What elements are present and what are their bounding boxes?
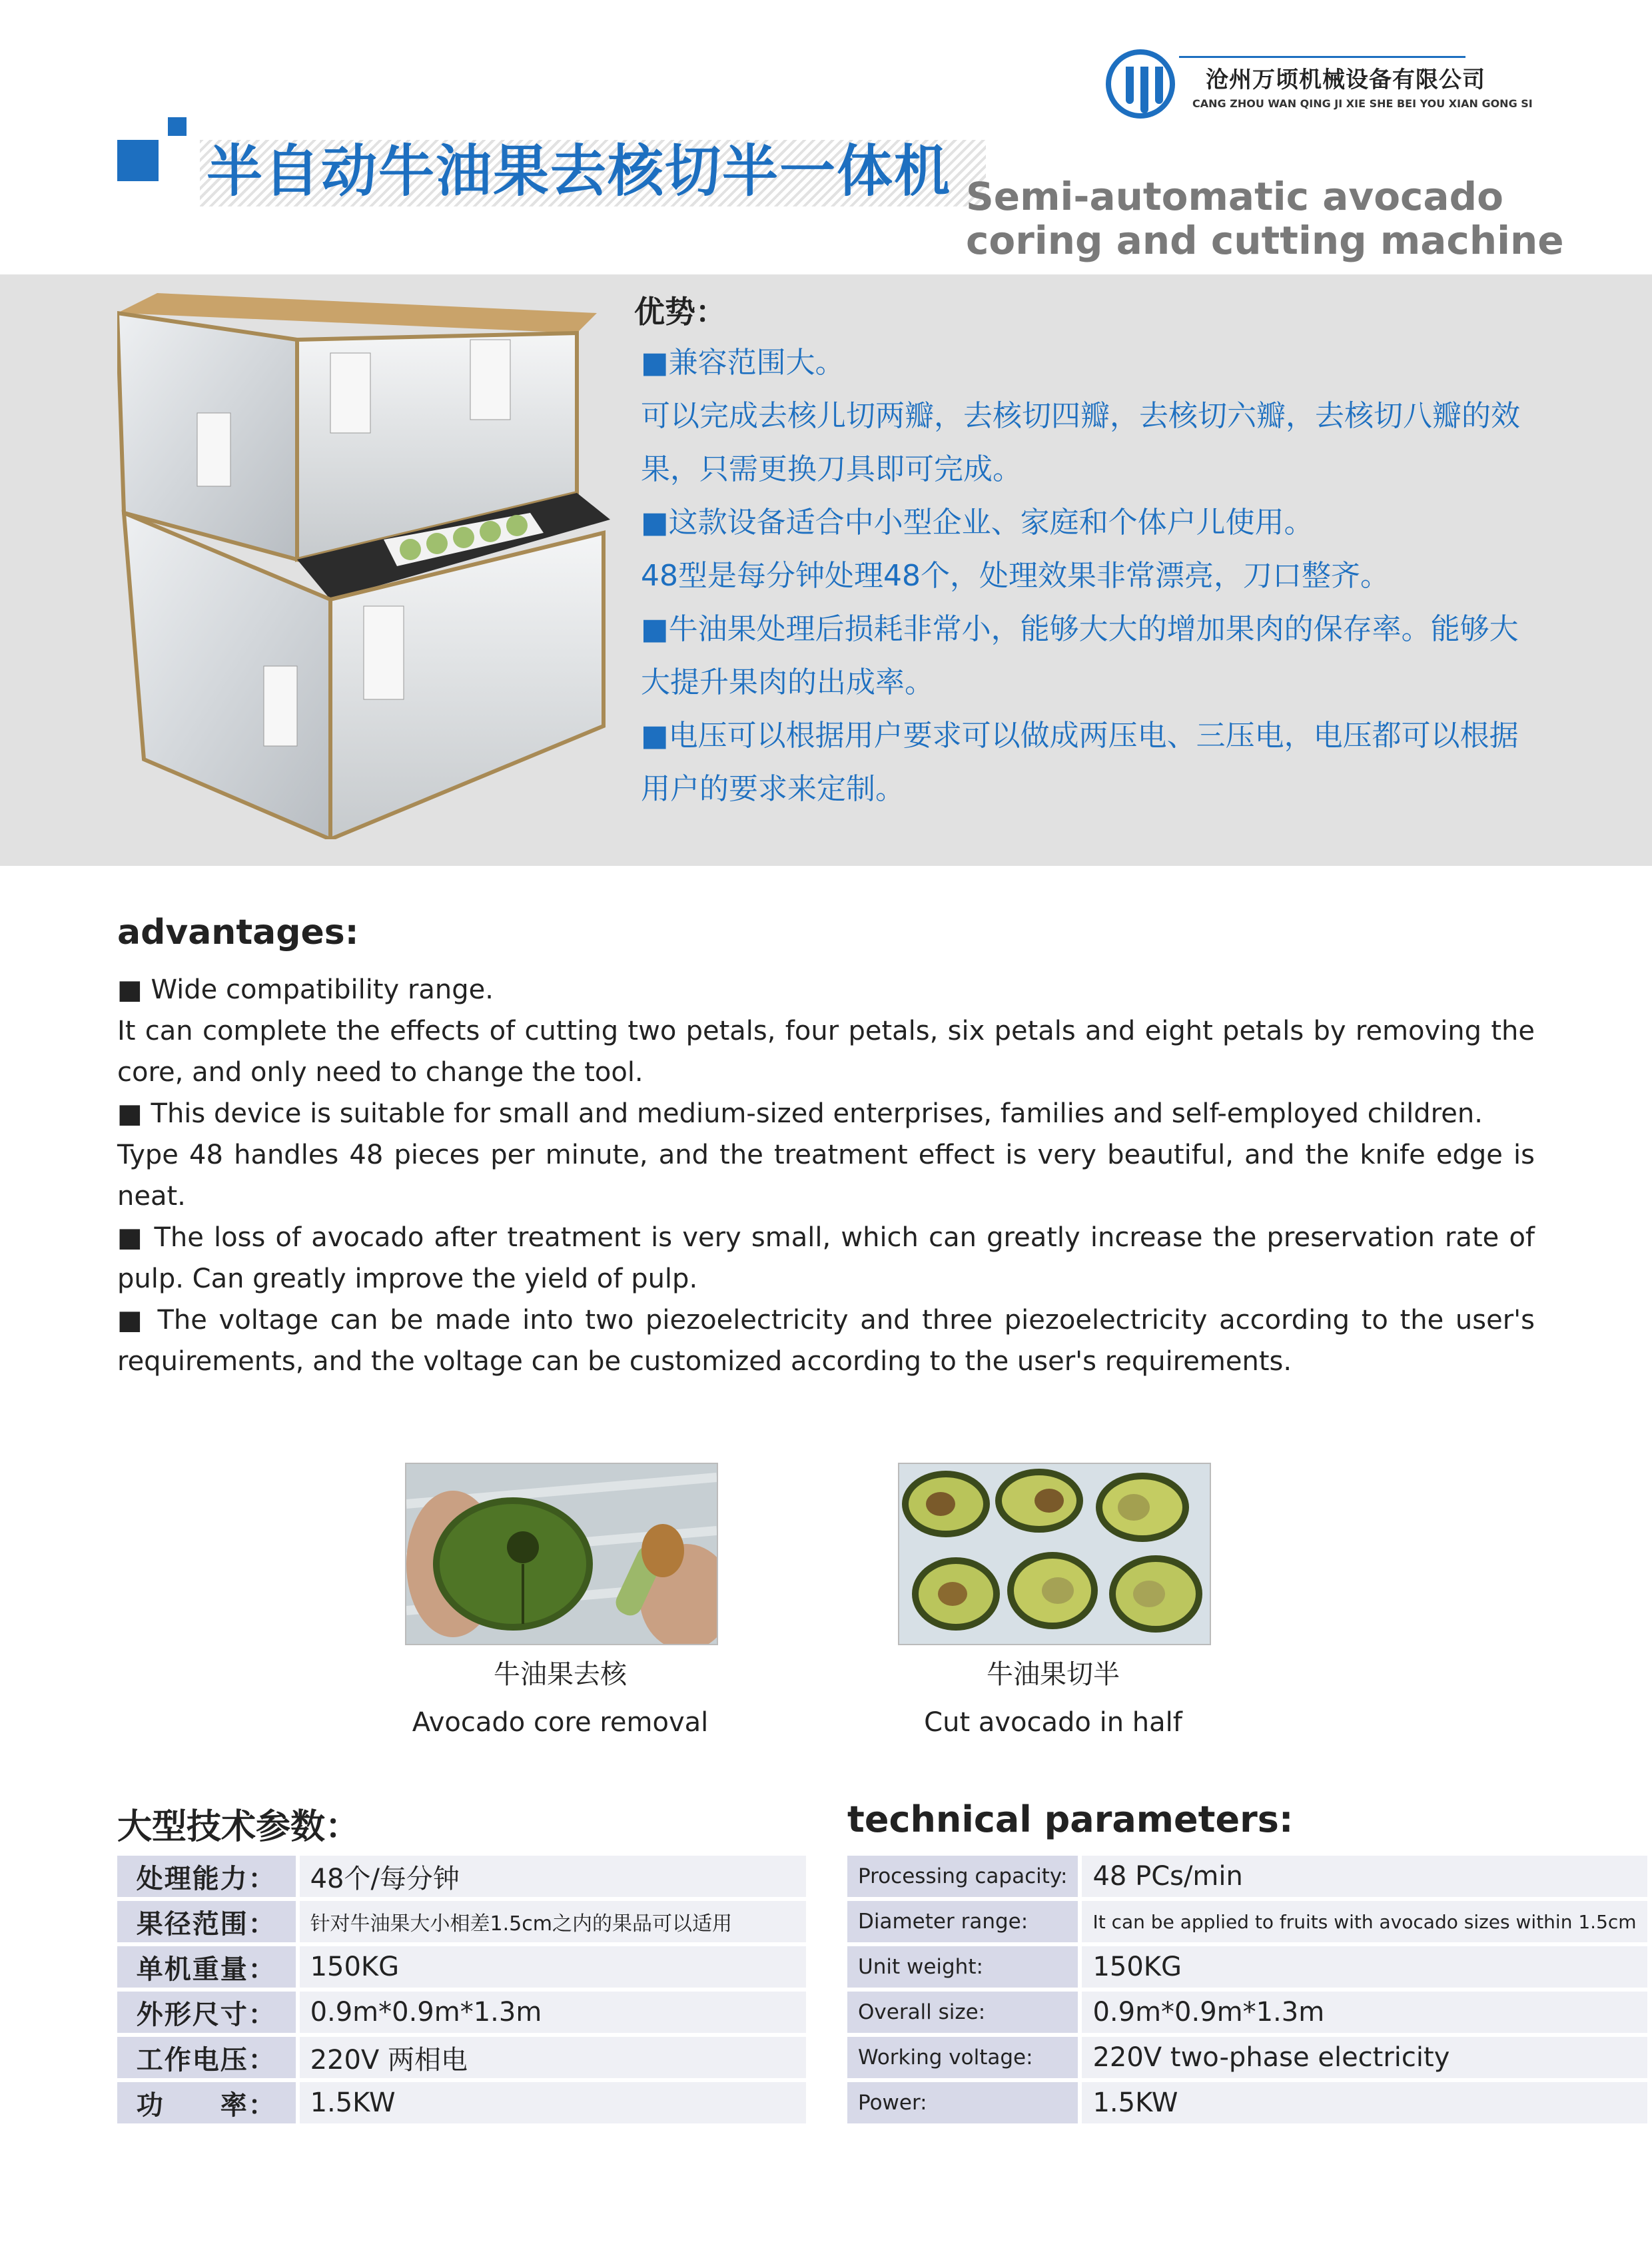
company-name-cn: 沧州万顷机械设备有限公司 (1206, 67, 1485, 93)
advantages-en-heading: advantages: (117, 913, 359, 952)
tech-params-en-table (843, 1852, 1651, 2127)
table-row: Working voltage: 220V two-phase electricity (847, 2037, 1647, 2078)
title-decoration-square (168, 117, 187, 136)
title-decoration-square (117, 140, 159, 181)
advantage-en-item: ■ Wide compatibility range. (117, 974, 494, 1005)
advantage-cn-item: ■这款设备适合中小型企业、家庭和个体户儿使用。 (641, 506, 1314, 540)
advantage-en-item: It can complete the effects of cutting two petals, four petals, six petals and eight petals by removing the core, and only need to change the tool. (117, 1016, 1535, 1088)
advantage-cn-item: ■电压可以根据用户要求可以做成两压电、三压电，电压都可以根据用户的要求来定制。 (641, 719, 1519, 806)
photo-caption: 牛油果去核 Avocado core removal (412, 1659, 709, 1738)
advantage-en-item: ■ The loss of avocado after treatment is very small, which can greatly increase the preservation rate of pulp. Can greatly improve the yield of pulp. (117, 1222, 1535, 1294)
table-row: Unit weight: 150KG (847, 1946, 1647, 1988)
table-row: Diameter range: It can be applied to fruits with avocado sizes within 1.5cm (847, 1901, 1647, 1942)
table-row: 单机重量： 150KG (117, 1946, 806, 1988)
table-row: 果径范围： 针对牛油果大小相差1.5cm之内的果品可以适用 (117, 1901, 806, 1942)
company-name-en: CANG ZHOU WAN QING JI XIE SHE BEI YOU XIAN GONG SI (1192, 97, 1533, 110)
advantages-cn-list (641, 336, 1547, 816)
advantage-en-item: ■ This device is suitable for small and medium-sized enterprises, families and self-employed children. (117, 1098, 1483, 1129)
table-row: Overall size: 0.9m*0.9m*1.3m (847, 1992, 1647, 2033)
advantage-en-item: ■ The voltage can be made into two piezoelectricity and three piezoelectricity according to the user's requirements, and the voltage can be customized according to the user's requirements. (117, 1305, 1535, 1377)
company-logo (1106, 49, 1539, 123)
advantage-cn-item: 48型是每分钟处理48个，处理效果非常漂亮，刀口整齐。 (641, 559, 1390, 593)
advantage-cn-item: ■兼容范围大。 (641, 346, 845, 380)
photo-caption: 牛油果切半 Cut avocado in half (924, 1659, 1182, 1738)
tech-params-cn-heading: 大型技术参数： (117, 1807, 360, 1847)
table-row: 工作电压： 220V 两相电 (117, 2037, 806, 2078)
tech-params-cn-table (113, 1852, 810, 2127)
advantages-cn-heading: 优势： (634, 294, 726, 330)
page-title-en: Semi-automatic avocado coring and cutting machine (966, 174, 1564, 263)
table-row: 处理能力： 48个/每分钟 (117, 1856, 806, 1897)
advantage-cn-item: 可以完成去核儿切两瓣，去核切四瓣，去核切六瓣，去核切八瓣的效果，只需更换刀具即可完成。 (641, 399, 1520, 486)
table-row: 外形尺寸： 0.9m*0.9m*1.3m (117, 1992, 806, 2033)
table-row: 功 率： 1.5KW (117, 2082, 806, 2123)
table-row: Processing capacity: 48 PCs/min (847, 1856, 1647, 1897)
page-title-cn: 半自动牛油果去核切半一体机 (206, 139, 952, 204)
company-logo-icon (1106, 49, 1175, 119)
advantages-en-list (117, 969, 1535, 1382)
tech-params-en-heading: technical parameters: (847, 1798, 1294, 1840)
avocado-core-removal-photo (405, 1463, 718, 1645)
table-row: Power: 1.5KW (847, 2082, 1647, 2123)
advantage-en-item: Type 48 handles 48 pieces per minute, and the treatment effect is very beautiful, and the knife edge is neat. (117, 1140, 1535, 1212)
advantage-cn-item: ■牛油果处理后损耗非常小，能够大大的增加果肉的保存率。能够大大提升果肉的出成率。 (641, 612, 1519, 699)
machine-photo (117, 293, 610, 839)
avocado-cut-half-photo (898, 1463, 1211, 1645)
